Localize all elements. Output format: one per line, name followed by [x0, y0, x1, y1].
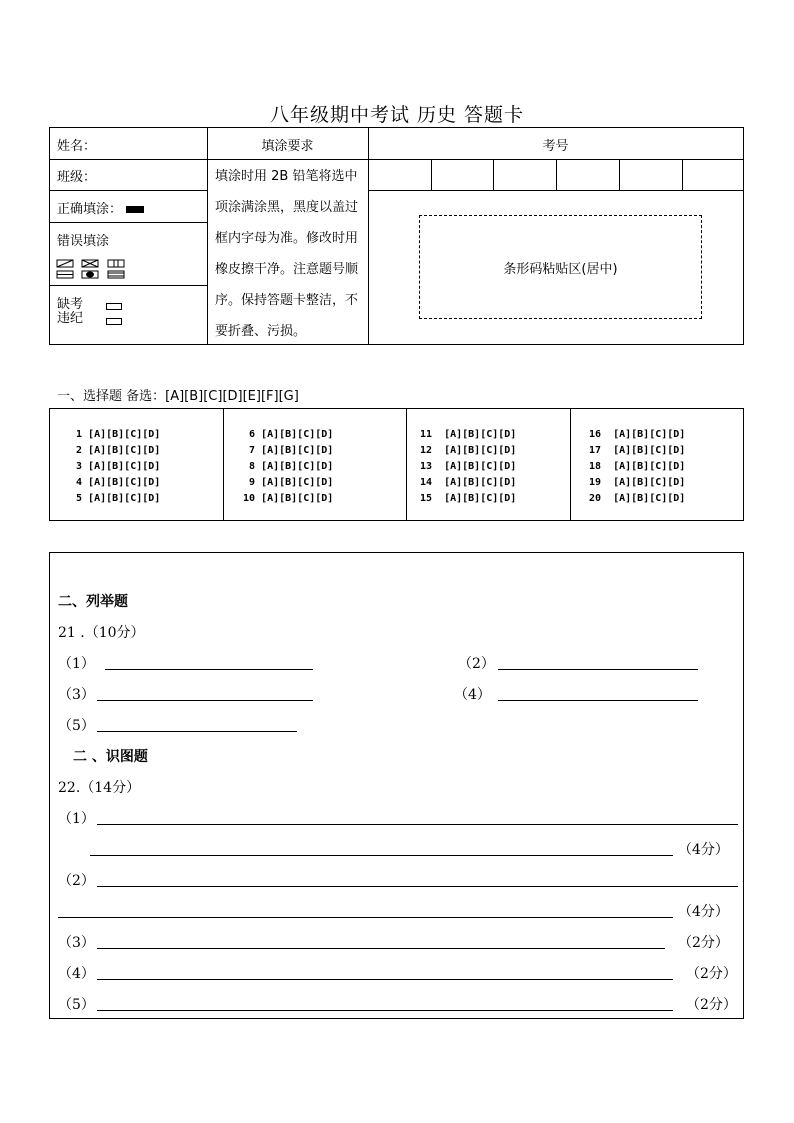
q22-item-1: （1）: [58, 811, 95, 827]
q22-answer-line-5[interactable]: [97, 1010, 673, 1011]
q21-item-5: （5）: [58, 718, 95, 734]
exam-number-label: 考号: [542, 139, 569, 154]
divider: [207, 159, 368, 160]
divider: [50, 190, 207, 191]
choice-heading: 一、选择题 备选：[A][B][C][D][E][F][G]: [57, 389, 299, 404]
barcode-area: [419, 215, 702, 319]
wrong-fill-label: 错误填涂: [57, 234, 110, 249]
exam-no-digit-divider: [619, 159, 620, 190]
choice-column-2[interactable]: 6 [A][B][C][D] 7 [A][B][C][D] 8 [A][B][C][D] 9 [A][B][C][D] 10 [A][B][C][D]: [243, 429, 334, 504]
q22-answer-line-2b[interactable]: [58, 917, 673, 918]
page-title: 八年级期中考试 历史 答题卡: [269, 104, 525, 126]
q22-answer-line-1b[interactable]: [90, 855, 673, 856]
q22-item-5: （5）: [58, 997, 95, 1013]
absent-label: 缺考: [57, 297, 84, 312]
q21-item-1: （1）: [58, 656, 95, 672]
choice-column-3[interactable]: 11 [A][B][C][D] 12 [A][B][C][D] 13 [A][B][C][D] 14 [A][B][C][D] 15 [A][B][C][D]: [420, 429, 517, 504]
divider: [207, 128, 208, 344]
class-label: 班级：: [57, 170, 97, 185]
name-label: 姓名：: [57, 139, 97, 154]
exam-no-digit-divider: [431, 159, 432, 190]
divider: [50, 285, 207, 286]
question-21-title: 21 .（10分）: [58, 625, 145, 641]
divider: [223, 409, 224, 520]
q22-score-2: （4分）: [678, 904, 729, 920]
divider: [368, 190, 743, 191]
q21-item-4: （4）: [454, 687, 491, 703]
divider: [50, 222, 207, 223]
header-table: [49, 127, 744, 345]
divider: [406, 409, 407, 520]
violation-label: 违纪: [57, 311, 84, 326]
divider: [50, 159, 207, 160]
q21-answer-line-3[interactable]: [97, 700, 313, 701]
absent-checkbox[interactable]: [106, 303, 122, 310]
correct-fill-mark-icon: [126, 206, 144, 213]
barcode-label: 条形码粘贴区(居中): [503, 261, 618, 277]
q22-score-3: （2分）: [678, 935, 729, 951]
q22-score-1: （4分）: [678, 842, 729, 858]
divider: [570, 409, 571, 520]
q22-item-3: （3）: [58, 935, 95, 951]
q22-answer-line-2a[interactable]: [97, 886, 738, 887]
exam-no-digit-divider: [556, 159, 557, 190]
q21-answer-line-4[interactable]: [498, 700, 698, 701]
exam-no-digit-divider: [682, 159, 683, 190]
fill-requirements-title: 填涂要求: [261, 139, 314, 154]
q22-score-4: （2分）: [686, 966, 737, 982]
divider: [368, 128, 369, 344]
section-2-heading: 二、列举题: [58, 594, 128, 610]
choice-column-4[interactable]: 16 [A][B][C][D] 17 [A][B][C][D] 18 [A][B][C][D] 19 [A][B][C][D] 20 [A][B][C][D]: [589, 429, 686, 504]
wrong-fill-examples-icon: [56, 258, 130, 280]
q21-answer-line-1[interactable]: [105, 669, 313, 670]
q21-item-3: （3）: [58, 687, 95, 703]
q21-answer-line-5[interactable]: [97, 731, 297, 732]
exam-no-digit-divider: [493, 159, 494, 190]
q22-score-5: （2分）: [686, 997, 737, 1013]
correct-fill-label: 正确填涂：: [57, 198, 144, 217]
answer-box: [49, 552, 744, 1019]
fill-requirements-text: 填涂时用 2B 铅笔将选中项涂满涂黑，黑度以盖过框内字母为准。修改时用橡皮擦干净。注意题号顺序。保持答题卡整洁，不要折叠、污损。: [215, 169, 359, 339]
choice-column-1[interactable]: 1 [A][B][C][D] 2 [A][B][C][D] 3 [A][B][C][D] 4 [A][B][C][D] 5 [A][B][C][D]: [76, 429, 161, 504]
section-3-heading: 二 、识图题: [73, 749, 148, 765]
q22-answer-line-1a[interactable]: [97, 824, 738, 825]
q22-answer-line-4[interactable]: [97, 979, 673, 980]
q21-item-2: （2）: [458, 656, 495, 672]
q21-answer-line-2[interactable]: [498, 669, 698, 670]
violation-checkbox[interactable]: [106, 318, 122, 325]
question-22-title: 22.（14分）: [58, 780, 141, 796]
q22-answer-line-3[interactable]: [97, 948, 665, 949]
q22-item-2: （2）: [58, 873, 95, 889]
choice-answer-box: [49, 408, 744, 521]
q22-item-4: （4）: [58, 966, 95, 982]
